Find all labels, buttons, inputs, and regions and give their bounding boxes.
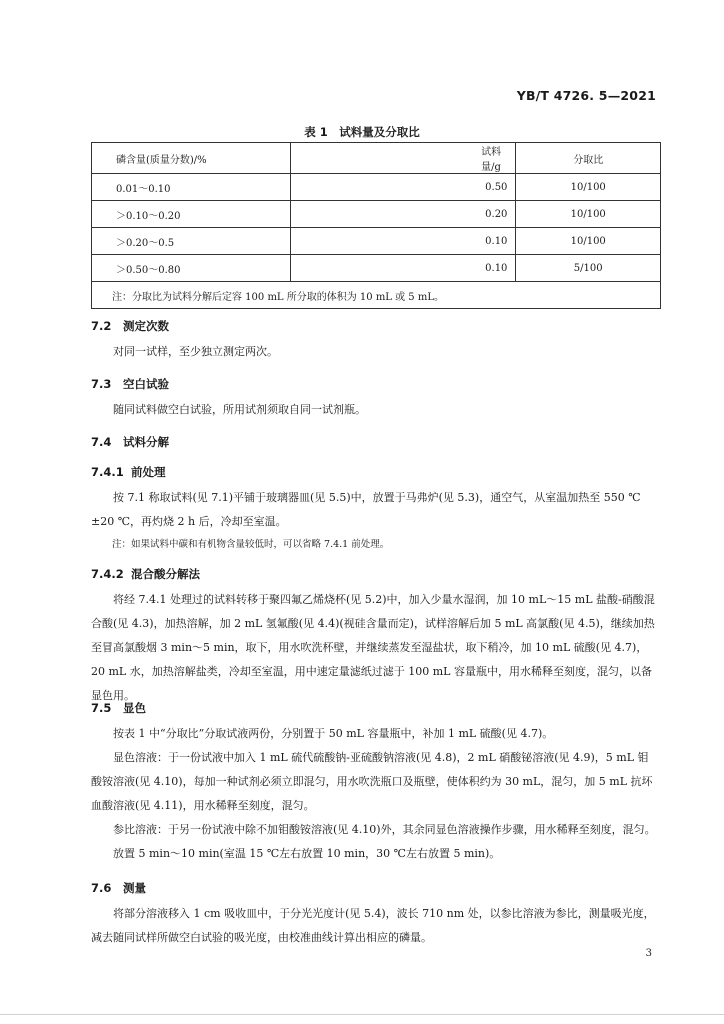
header-sample-mass: 试料量/g — [291, 143, 516, 174]
paragraph: 随同试料做空白试验，所用试剂须取自同一试剂瓶。 — [113, 403, 366, 416]
sampling-ratio-table — [91, 142, 661, 309]
section-heading-7-6 — [91, 880, 146, 896]
paragraph: 显色溶液：于一份试液中加入 1 mL 硫代硫酸钠-亚硫酸钠溶液(见 4.8)，2 mL 硝酸铋溶液(见 4.9)，5 mL 钼酸铵溶液(见 4.10)，每加一种试剂必须立即混匀，用水吹洗瓶口及瓶壁，使体积约为 30 mL，混匀，加 5 mL 抗坏血酸溶液(见 4.11)，用水稀释至刻度，混匀。 — [91, 751, 653, 812]
section-title: 空白试验 — [123, 377, 169, 391]
section-number: 7.6 — [91, 881, 112, 895]
header-phosphorus-content: 磷含量(质量分数)/% — [92, 143, 291, 174]
section-heading-7-5 — [91, 700, 146, 716]
paragraph: 参比溶液：于另一份试液中除不加钼酸铵溶液(见 4.10)外，其余同显色溶液操作步骤，用水稀释至刻度，混匀。 — [113, 823, 656, 836]
section-title: 混合酸分解法 — [131, 567, 200, 581]
section-heading-7-4-1 — [91, 464, 166, 480]
table-note-row — [92, 282, 661, 309]
section-title: 测定次数 — [123, 319, 169, 333]
section-title: 前处理 — [131, 465, 166, 479]
cell-aliquot-ratio: 5/100 — [516, 255, 661, 282]
cell-aliquot-ratio: 10/100 — [516, 201, 661, 228]
cell-content-range: ＞0.20～0.5 — [92, 228, 291, 255]
cell-sample-mass: 0.20 — [291, 201, 516, 228]
pretreatment-note: 注：如果试料中碳和有机物含量较低时，可以省略 7.4.1 前处理。 — [112, 539, 390, 550]
cell-content-range: 0.01～0.10 — [92, 174, 291, 201]
cell-aliquot-ratio: 10/100 — [516, 174, 661, 201]
table-row — [92, 228, 661, 255]
paragraph: 将部分溶液移入 1 cm 吸收皿中，于分光光度计(见 5.4)，波长 710 nm 处，以参比溶液为参比，测量吸光度，减去随同试样所做空白试验的吸光度，由校准曲线计算出相应的磷量。 — [91, 907, 655, 944]
section-heading-7-2 — [91, 318, 169, 334]
table-row — [92, 255, 661, 282]
section-body-7-4-1 — [91, 486, 659, 534]
cell-content-range: ＞0.10～0.20 — [92, 201, 291, 228]
section-number: 7.5 — [91, 701, 112, 715]
paragraph: 对同一试样，至少独立测定两次。 — [113, 345, 278, 358]
page-number: 3 — [645, 948, 652, 959]
section-number: 7.4.2 — [91, 567, 124, 581]
section-heading-7-4 — [91, 434, 169, 450]
section-number: 7.3 — [91, 377, 112, 391]
section-heading-7-3 — [91, 376, 169, 392]
section-title: 显色 — [123, 701, 146, 715]
section-title: 测量 — [123, 881, 146, 895]
section-number: 7.4.1 — [91, 465, 124, 479]
section-body-7-5 — [91, 722, 659, 866]
cell-sample-mass: 0.10 — [291, 255, 516, 282]
table-row — [92, 174, 661, 201]
section-body-7-4-2 — [91, 588, 659, 708]
paragraph: 放置 5 min～10 min(室温 15 ℃左右放置 10 min，30 ℃左右放置 5 min)。 — [113, 847, 501, 860]
section-body-7-2 — [91, 340, 659, 364]
header-aliquot-ratio: 分取比 — [516, 143, 661, 174]
table-row — [92, 201, 661, 228]
cell-aliquot-ratio: 10/100 — [516, 228, 661, 255]
section-number: 7.4 — [91, 435, 112, 449]
cell-content-range: ＞0.50～0.80 — [92, 255, 291, 282]
cell-sample-mass: 0.10 — [291, 228, 516, 255]
section-body-7-6 — [91, 902, 659, 950]
paragraph: 按表 1 中“分取比”分取试液两份，分别置于 50 mL 容量瓶中，补加 1 mL 硫酸(见 4.7)。 — [113, 727, 554, 740]
section-heading-7-4-2 — [91, 566, 200, 582]
section-title: 试料分解 — [123, 435, 169, 449]
table-header-row — [92, 143, 661, 174]
section-number: 7.2 — [91, 319, 112, 333]
paragraph: 按 7.1 称取试料(见 7.1)平铺于玻璃器皿(见 5.5)中，放置于马弗炉(见 5.3)，通空气，从室温加热至 550 ℃±20 ℃，再灼烧 2 h 后，冷却至室温。 — [91, 491, 641, 528]
paragraph: 将经 7.4.1 处理过的试料转移于聚四氟乙烯烧杯(见 5.2)中，加入少量水湿润，加 10 mL～15 mL 盐酸-硝酸混合酸(见 4.3)，加热溶解，加 2 mL 氢氟酸(见 4.4)(视硅含量而定)，试样溶解后加 5 mL 高氯酸(见 4.5)，继续加热至冒高氯酸烟 3 min～5 min，取下，用水吹洗杯壁，并继续蒸发至湿盐状，取下稍冷，加 10 mL 硫酸(见 4.7)，20 mL 水，加热溶解盐类，冷却至室温，用中速定量滤纸过滤于 100 mL 容量瓶中，用水稀释至刻度，混匀，以备显色用。 — [91, 593, 655, 702]
section-body-7-3 — [91, 398, 659, 422]
table-note: 注：分取比为试料分解后定容 100 mL 所分取的体积为 10 mL 或 5 mL。 — [92, 282, 661, 309]
page-bottom-edge — [0, 1014, 724, 1015]
standard-code: YB/T 4726. 5—2021 — [516, 88, 656, 103]
table-caption: 表 1 试料量及分取比 — [304, 125, 420, 139]
cell-sample-mass: 0.50 — [291, 174, 516, 201]
